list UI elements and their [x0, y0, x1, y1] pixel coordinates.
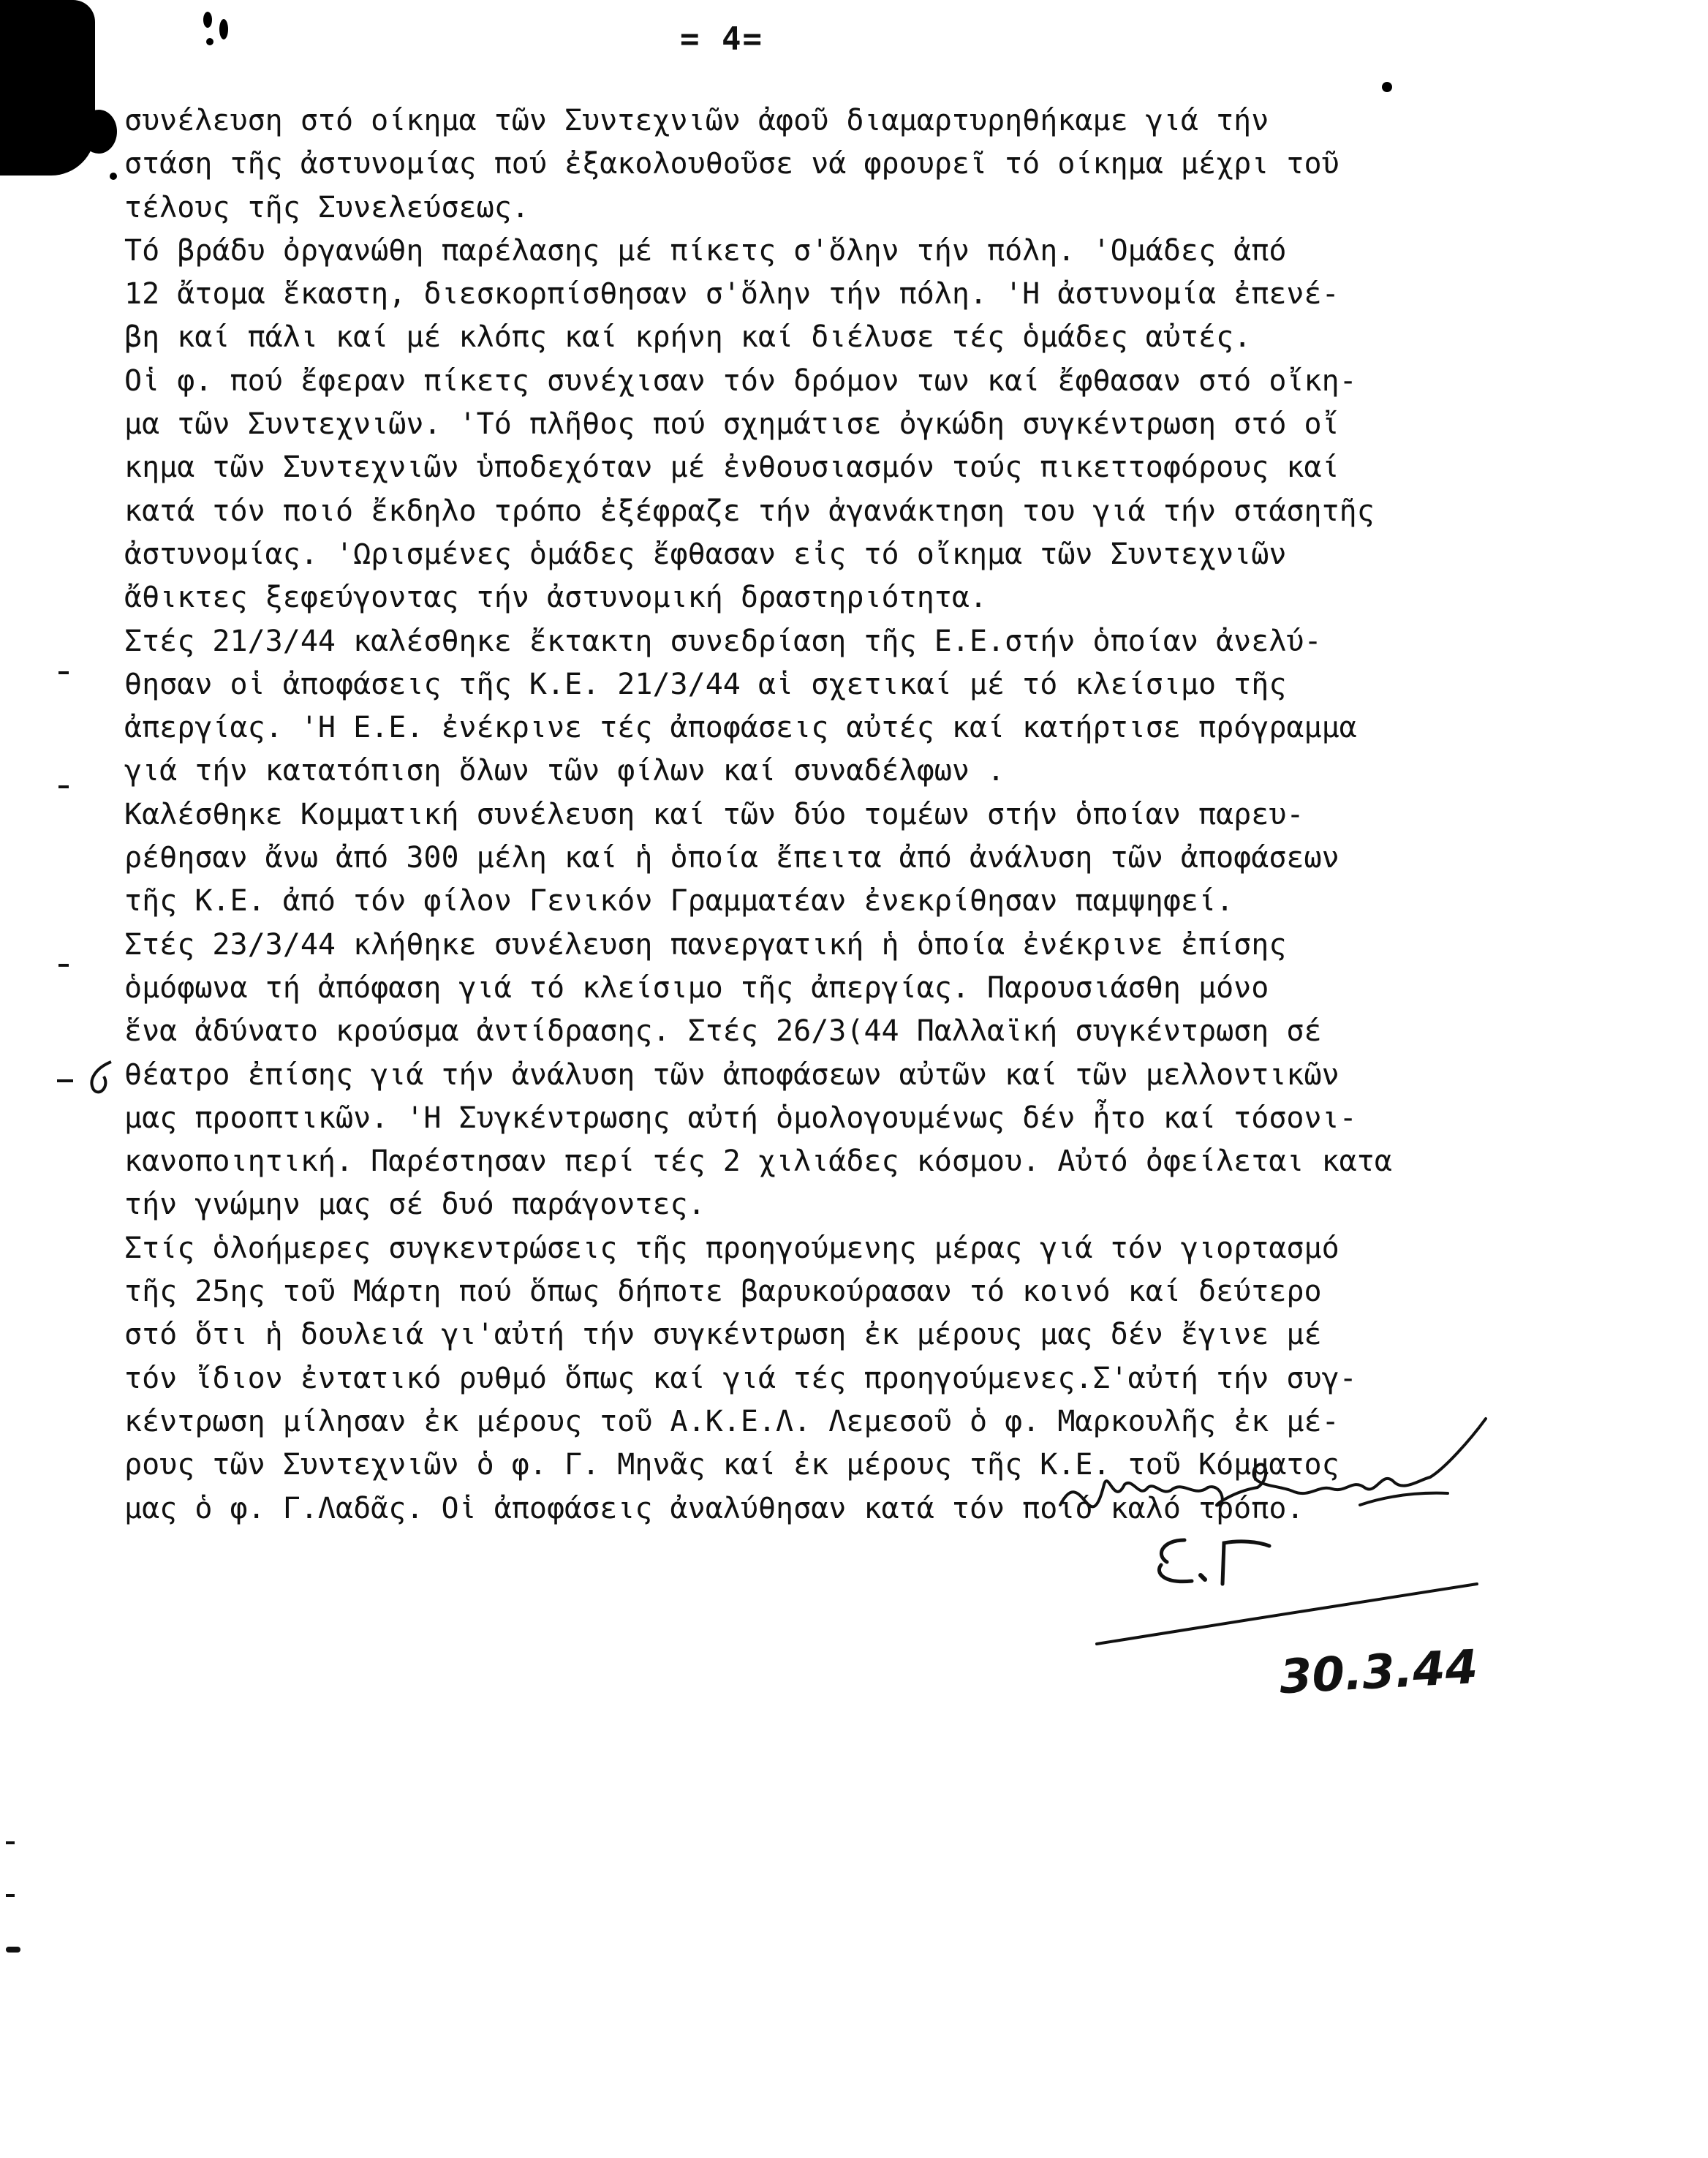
text-line: ἀστυνομίας. 'Ωρισμένες ὁμάδες ἔφθασαν εἰς τό οἴκημα τῶν Συντεχνιῶν — [124, 537, 1287, 571]
margin-dash — [6, 1894, 15, 1897]
text-line: ὁμόφωνα τή ἀπόφαση γιά τό κλείσιμο τῆς ἀπεργίας. Παρουσιάσθη μόνο — [124, 970, 1269, 1005]
ink-speck — [206, 38, 214, 45]
text-line: ἀπεργίας. 'Η Ε.Ε. ἐνέκρινε τές ἀποφάσεις αὐτές καί κατήρτισε πρόγραμμα — [124, 711, 1357, 745]
ink-blot — [0, 0, 95, 176]
document-body — [124, 99, 1696, 1531]
margin-dash — [58, 671, 69, 674]
text-line: τῆς 25ης τοῦ Μάρτη πού ὅπως δήποτε βαρυκούρασαν τό κοινό καί δεύτερο — [124, 1275, 1322, 1309]
text-line: Καλέσθηκε Κομματική συνέλευση καί τῶν δύο τομέων στήν ὁποίαν παρευ- — [124, 797, 1304, 831]
text-line: κανοποιητική. Παρέστησαν περί τές 2 χιλιάδες κόσμου. Αὐτό ὀφείλεται κατα — [124, 1144, 1392, 1179]
text-line: τόν ἴδιον ἐντατικό ρυθμό ὅπως καί γιά τές προηγούμενες.Σ'αὐτή τήν συγ- — [124, 1361, 1357, 1395]
text-line: 12 ἄτομα ἕκαστη, διεσκορπίσθησαν σ'ὅλην τήν πόλη. 'Η ἀστυνομία ἐπενέ- — [124, 277, 1339, 312]
text-line: Στές 21/3/44 καλέσθηκε ἔκτακτη συνεδρίαση τῆς Ε.Ε.στήν ὁποίαν ἀνελύ- — [124, 624, 1322, 658]
text-line: ἄθικτες ξεφεύγοντας τήν ἀστυνομική δραστηριότητα. — [124, 581, 988, 615]
ink-speck — [1382, 82, 1392, 92]
text-line: βη καί πάλι καί μέ κλόπς καί κρήνη καί διέλυσε τές ὁμάδες αὐτές. — [124, 320, 1252, 355]
text-line: γιά τήν κατατόπιση ὅλων τῶν φίλων καί συναδέλφων . — [124, 754, 1005, 788]
text-line: τήν γνώμην μας σέ δυό παράγοντες. — [124, 1188, 706, 1222]
text-line: Οἱ φ. πού ἔφεραν πίκετς συνέχισαν τόν δρόμον των καί ἔφθασαν στό οἴκη- — [124, 363, 1357, 398]
text-line: θησαν οἱ ἀποφάσεις τῆς Κ.Ε. 21/3/44 αἱ σχετικαί μέ τό κλείσιμο τῆς — [124, 667, 1287, 701]
text-line: Στίς ὁλοήμερες συγκεντρώσεις τῆς προηγούμενης μέρας γιά τόν γιορτασμό — [124, 1231, 1339, 1265]
text-line: τῆς Κ.Ε. ἀπό τόν φίλον Γενικόν Γραμματέαν ἐνεκρίθησαν παμψηφεί. — [124, 884, 1234, 918]
margin-dash — [6, 1841, 15, 1844]
margin-dash — [6, 1947, 20, 1953]
text-line: στάση τῆς ἀστυνομίας πού ἐξακολουθοῦσε νά φρουρεῖ τό οίκημα μέχρι τοῦ — [124, 147, 1339, 181]
text-line: θέατρο ἐπίσης γιά τήν ἀνάλυση τῶν ἀποφάσεων αὐτῶν καί τῶν μελλοντικῶν — [124, 1057, 1339, 1092]
text-line: κατά τόν ποιό ἔκδηλο τρόπο ἐξέφραζε τήν ἀγανάκτηση του γιά τήν στάσητῆς — [124, 494, 1375, 528]
text-line: στό ὅτι ἡ δουλειά γι'αὐτή τήν συγκέντρωση ἐκ μέρους μας δέν ἔγινε μέ — [124, 1318, 1322, 1352]
text-line: τέλους τῆς Συνελεύσεως. — [124, 190, 529, 225]
signature-date: 30.3.44 — [1278, 1640, 1479, 1705]
ink-speck — [219, 19, 228, 39]
text-line: μας ὁ φ. Γ.Λαδᾶς. Οἱ ἀποφάσεις ἀναλύθησαν κατά τόν ποιό καλό τρόπο. — [124, 1491, 1304, 1525]
text-line: μα τῶν Συντεχνιῶν. 'Τό πλῆθος πού σχημάτισε ὀγκώδη συγκέντρωση στό οἴ — [124, 407, 1339, 442]
margin-dash — [58, 785, 69, 788]
text-line: ρέθησαν ἄνω ἀπό 300 μέλη καί ἡ ὁποία ἔπειτα ἀπό ἀνάλυση τῶν ἀποφάσεων — [124, 841, 1339, 875]
text-line: κέντρωση μίλησαν ἐκ μέρους τοῦ Α.Κ.Ε.Λ. Λεμεσοῦ ὁ φ. Μαρκουλῆς ἐκ μέ- — [124, 1404, 1339, 1438]
text-line: ἕνα ἀδύνατο κρούσμα ἀντίδρασης. Στές 26/3(44 Παλλαϊκή συγκέντρωση σέ — [124, 1014, 1322, 1049]
margin-check-mark — [82, 1057, 118, 1101]
signature-block — [1038, 1411, 1550, 1719]
text-line: ρους τῶν Συντεχνιῶν ὁ φ. Γ. Μηνᾶς καί ἐκ μέρους τῆς Κ.Ε. τοῦ Κόμματος — [124, 1448, 1339, 1482]
text-line: Στές 23/3/44 κλήθηκε συνέλευση πανεργατική ἡ ὁποία ἐνέκρινε ἐπίσης — [124, 927, 1287, 962]
text-line: Τό βράδυ ὀργανώθη παρέλασης μέ πίκετς σ'ὅλην τήν πόλη. 'Ομάδες ἀπό — [124, 233, 1287, 268]
ink-speck — [203, 12, 212, 28]
margin-dash — [57, 1079, 73, 1082]
text-line: μας προοπτικῶν. 'Η Συγκέντρωσης αὐτή ὁμολογουμένως δέν ἦτο καί τόσονι- — [124, 1101, 1357, 1135]
text-line: συνέλευση στό οίκημα τῶν Συντεχνιῶν ἀφοῦ διαμαρτυρηθήκαμε γιά τήν — [124, 104, 1269, 137]
page-number: = 4= — [680, 20, 763, 58]
text-line: κημα τῶν Συντεχνιῶν ὑποδεχόταν μέ ἐνθουσιασμόν τούς πικεττοφόρους καί — [124, 450, 1339, 485]
ink-speck — [110, 173, 117, 180]
margin-dash — [58, 964, 69, 967]
ink-blot-drip — [80, 110, 117, 154]
handwritten-signature — [1038, 1411, 1550, 1719]
